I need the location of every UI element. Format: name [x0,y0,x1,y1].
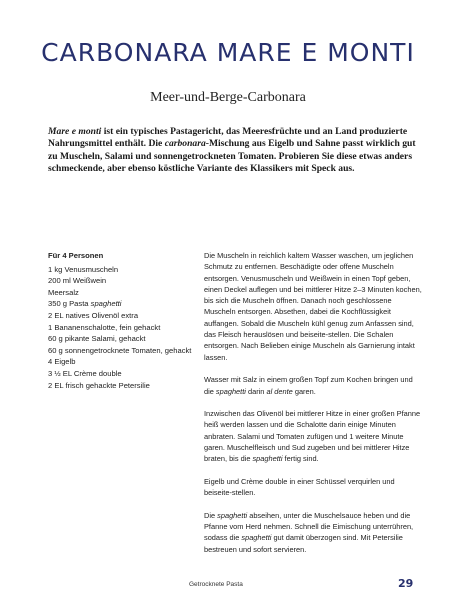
recipe-title: CARBONARA MARE E MONTI [41,38,415,67]
ingredient-item: 60 g pikante Salami, gehackt [48,334,146,344]
intro-text-1: ist ein typisches Pastagericht, das Meeresfrüchte und an Land produzierte Nahrungsmittel enthält. Die [48,126,408,150]
page-number: 29 [398,577,414,590]
ingredient-item: 1 kg Venusmuscheln [48,264,119,274]
method-text [204,250,424,566]
ingredient-item: 2 EL natives Olivenöl extra [48,310,139,320]
ingredient-item: 1 Bananenschalotte, fein gehackt [48,322,161,332]
intro-italic-2: carbonara [164,138,206,150]
method-step: Eigelb und Crème double in einer Schüssel verquirlen und beiseite-stellen. [204,476,395,498]
method-step: Wasser mit Salz in einem großen Topf zum Kochen bringen und die spaghetti darin al dente garen. [204,375,413,396]
method-step: Inzwischen das Olivenöl bei mittlerer Hitze in einer großen Pfanne heiß werden lassen und die Schalotte darin einige Minuten anbraten. Salami und Tomaten zufügen und 1 weitere Minute garen. Muschelfleisch und Sud zugeben und bei mittlerer Hitze braten, bis die spaghetti fertig sind. [204,409,421,464]
intro-italic-1: Mare e monti [48,126,102,137]
method-step: Die Muscheln in reichlich kaltem Wasser waschen, um jeglichen Schmutz zu entfernen. Beschädigte oder offene Muscheln entsorgen. Venusmuscheln und Weißwein in einen Topf geben, einen Deckel auflegen und bei mittlerer Hitze 2–3 Minuten kochen, bis sich die Muscheln öffnen. Danach noch geschlossene Muscheln entsorgen. Absethen, dabei die Kochflüssigkeit auffangen. Sobald die Muscheln kühl genug zum Anfassen sind, das Fleisch herauslösen und beiseite-stellen. Die Schalen entsorgen. Nach Belieben einige Muscheln als Garnierung intakt lassen. [204,251,422,362]
ingredient-item: 350 g Pasta spaghetti [48,299,122,309]
footer-section-label: Getrocknete Pasta [189,581,243,588]
recipe-subtitle: Meer-und-Berge-Carbonara [150,90,306,105]
ingredient-item: Meersalz [48,287,79,297]
ingredients-list [48,250,208,391]
ingredient-item: 4 Eigelb [48,357,76,367]
method-step: Die spaghetti abseihen, unter die Muschelsauce heben und die Pfanne vom Herd nehmen. Schnell die Eimischung unterrühren, sodass die spaghetti gut damit überzogen sind. Mit Petersilie bestreuen und sofort servieren. [204,510,414,554]
intro-text-2: -Mischung aus Eigelb und Sahne passt wirklich gut zu Muscheln, Salami und sonnengetrockneten Tomaten. Probieren Sie diese etwas anders schmeckende, aber ebenso köstliche Variante des Klassikers mit Speck aus. [48,138,416,175]
ingredient-item: 2 EL frisch gehackte Petersilie [48,380,150,390]
ingredient-item: 3 ½ EL Crème double [48,368,122,378]
intro-paragraph [48,126,418,176]
ingredient-item: 60 g sonnengetrocknete Tomaten, gehackt [48,345,192,355]
ingredient-item: 200 ml Weißwein [48,276,107,286]
servings-heading: Für 4 Personen [48,251,104,260]
